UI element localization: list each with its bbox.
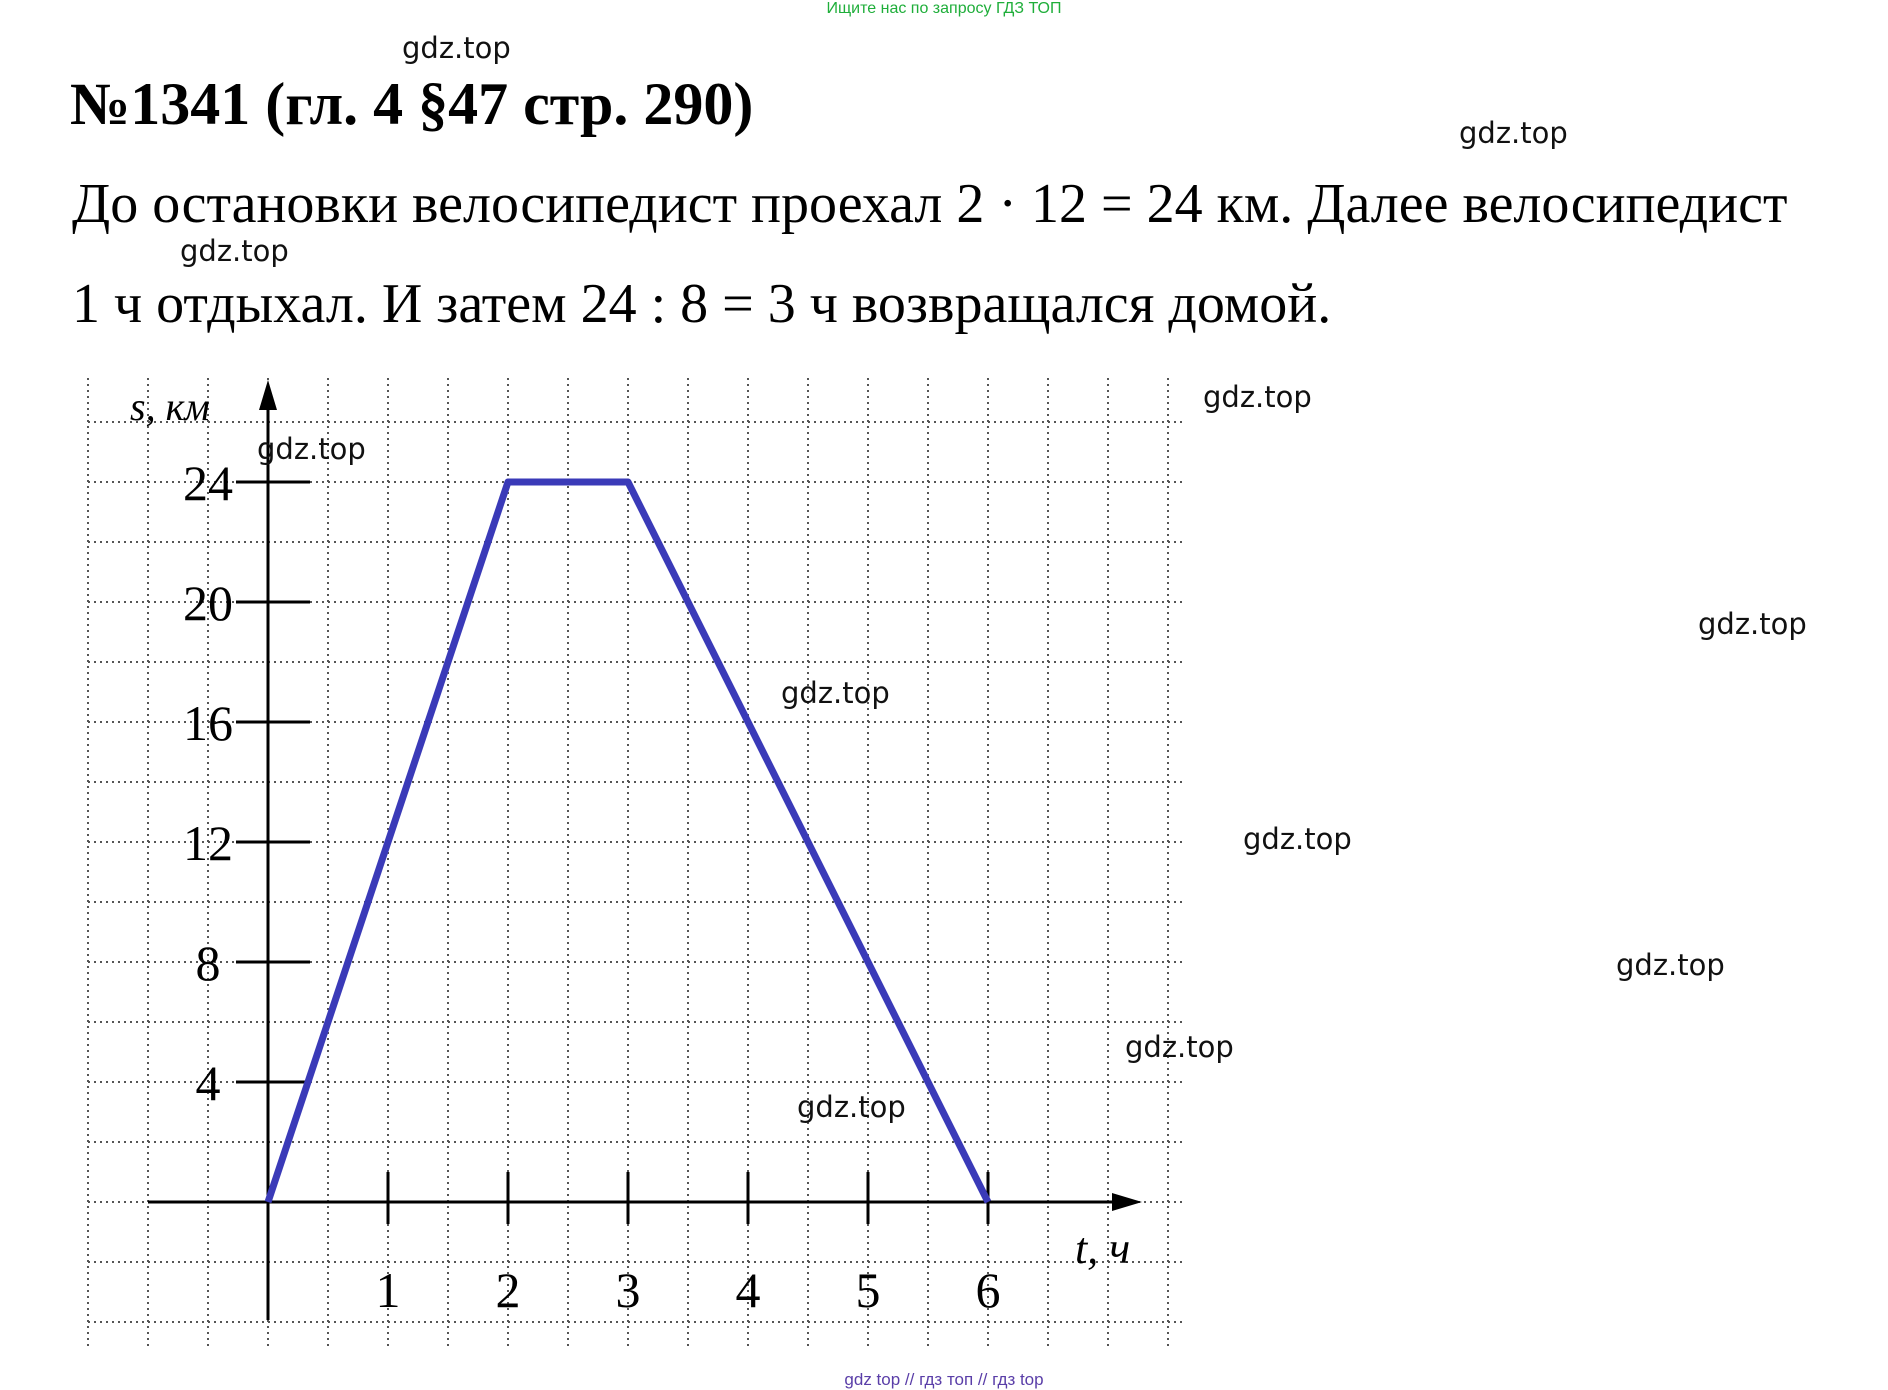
page-title: №1341 (гл. 4 §47 стр. 290) <box>70 71 754 137</box>
x-tick-label: 2 <box>495 1262 521 1318</box>
y-tick-label: 12 <box>183 815 233 871</box>
watermark: gdz.top <box>1616 948 1725 982</box>
x-tick-label: 5 <box>855 1262 881 1318</box>
footer-links: gdz top // гдз топ // гдз top <box>844 1370 1044 1389</box>
y-tick-label: 24 <box>183 455 233 511</box>
y-axis-arrow-icon <box>259 380 277 410</box>
y-axis-label: s, км <box>130 384 210 429</box>
y-tick-label: 16 <box>183 695 233 751</box>
x-axis-label: t, ч <box>1075 1224 1131 1273</box>
watermark: gdz.top <box>1125 1030 1234 1064</box>
ticks <box>183 455 1001 1318</box>
y-tick-label: 8 <box>195 935 221 991</box>
watermark: gdz.top <box>1243 822 1352 856</box>
search-banner: Ищите нас по запросу ГДЗ ТОП <box>826 0 1062 17</box>
watermark: gdz.top <box>1203 380 1312 414</box>
x-tick-label: 3 <box>615 1262 641 1318</box>
watermark: gdz.top <box>1698 607 1807 641</box>
grid <box>88 378 1185 1350</box>
y-tick-label: 20 <box>183 575 233 631</box>
y-tick-label: 4 <box>195 1055 221 1111</box>
watermark: gdz.top <box>1459 116 1568 150</box>
solution-line-2: 1 ч отдыхал. И затем 24 : 8 = 3 ч возвращался домой. <box>72 273 1332 335</box>
x-tick-label: 1 <box>375 1262 401 1318</box>
x-tick-label: 6 <box>975 1262 1001 1318</box>
watermark: gdz.top <box>781 676 890 710</box>
watermark: gdz.top <box>257 432 366 466</box>
x-tick-label: 4 <box>735 1262 761 1318</box>
watermark: gdz.top <box>402 31 511 65</box>
x-axis-arrow-icon <box>1112 1193 1142 1211</box>
watermark: gdz.top <box>180 234 289 268</box>
watermark: gdz.top <box>797 1090 906 1124</box>
solution-line-1: До остановки велосипедист проехал 2 · 12 = 24 км. Далее велосипедист <box>72 173 1788 235</box>
